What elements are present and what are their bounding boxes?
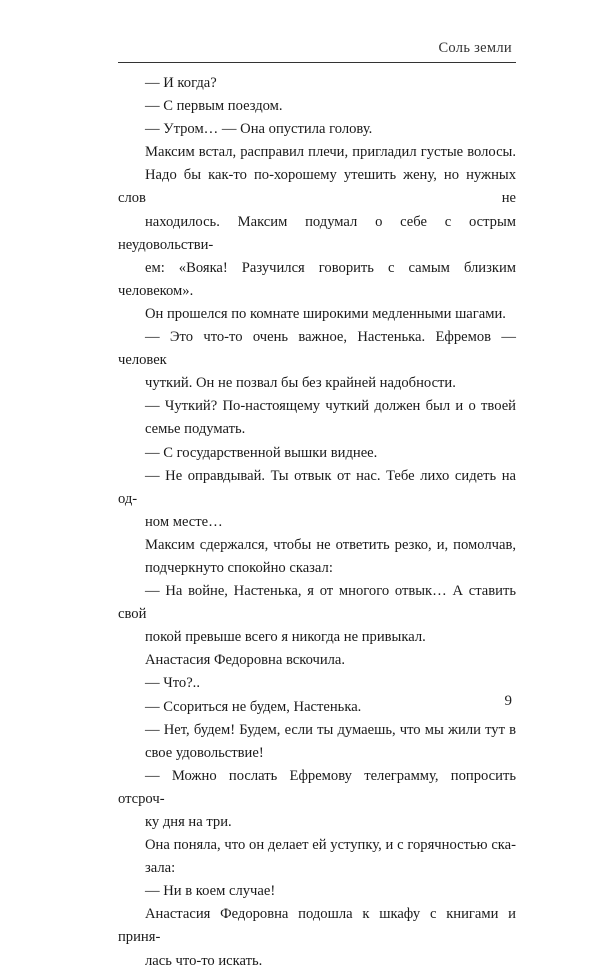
paragraph [118,580,516,649]
text-line: — Ссориться не будем, Настенька. [145,698,362,715]
text-line: — Нет, будем! Будем, если ты думаешь, что мы жили тут в [145,721,516,738]
text-line: Он прошелся по комнате широкими медленными шагами. [145,305,506,322]
header-rule [118,62,516,63]
text-line: Анастасия Федоровна подошла к шкафу с книгами и приня- [118,906,516,946]
paragraph [118,719,516,765]
text-line: лась что-то искать. [145,952,263,969]
text-line: Анастасия Федоровна вскочила. [145,652,346,669]
paragraph [118,903,516,972]
running-title: Соль земли [438,40,512,56]
paragraph [118,534,516,580]
paragraph [118,395,516,441]
text-line: подчеркнуто спокойно сказал: [145,559,333,576]
text-line: семье подумать. [145,421,246,438]
text-line: — Утром… — Она опустила голову. [145,121,373,138]
text-line: — С первым поездом. [145,98,283,115]
paragraph [118,326,516,395]
text-line: чуткий. Он не позвал бы без крайней надобности. [145,375,456,392]
text-line: — Чуткий? По-настоящему чуткий должен был и о твоей [145,398,516,415]
paragraph [118,834,516,880]
paragraph [118,465,516,534]
paragraph [118,118,516,141]
text-line: — С государственной вышки виднее. [145,444,378,461]
text-line: Надо бы как-то по-хорошему утешить жену, но нужных слов не [118,167,516,207]
paragraph [118,649,516,672]
text-line: находилось. Максим подумал о себе с острым неудовольстви- [118,213,516,253]
text-line: — На войне, Настенька, я от многого отвык… А ставить свой [118,583,516,623]
paragraph [118,95,516,118]
paragraph [118,696,516,719]
text-line: — Ни в коем случае! [145,883,276,900]
text-line: — Не оправдывай. Ты отвык от нас. Тебе лихо сидеть на од- [118,467,516,507]
text-line: Максим встал, расправил плечи, пригладил густые волосы. [145,144,516,161]
paragraph [118,765,516,834]
text-line: зала: [145,860,176,877]
text-line: — Можно послать Ефремову телеграмму, попросить отсроч- [118,767,516,807]
text-line: Максим сдержался, чтобы не ответить резко, и, помолчав, [145,536,516,553]
paragraph [118,880,516,903]
text-line: — Что?.. [145,675,200,692]
body-text [118,72,516,973]
text-line: свое удовольствие! [145,744,264,761]
text-line: ном месте… [145,513,223,530]
text-line: ку дня на три. [145,814,232,830]
text-line: покой превыше всего я никогда не привыкал. [145,629,426,646]
text-line: — Это что-то очень важное, Настенька. Ефремов — человек [118,329,516,369]
paragraph [118,442,516,465]
page-number: 9 [504,693,512,709]
text-line: ем: «Вояка! Разучился говорить с самым близким человеком». [118,259,516,299]
paragraph [118,141,516,303]
paragraph [118,303,516,326]
paragraph [118,72,516,95]
text-line: — И когда? [145,75,217,91]
paragraph [118,672,516,695]
text-line: Она поняла, что он делает ей уступку, и с горячностью ска- [145,837,516,854]
